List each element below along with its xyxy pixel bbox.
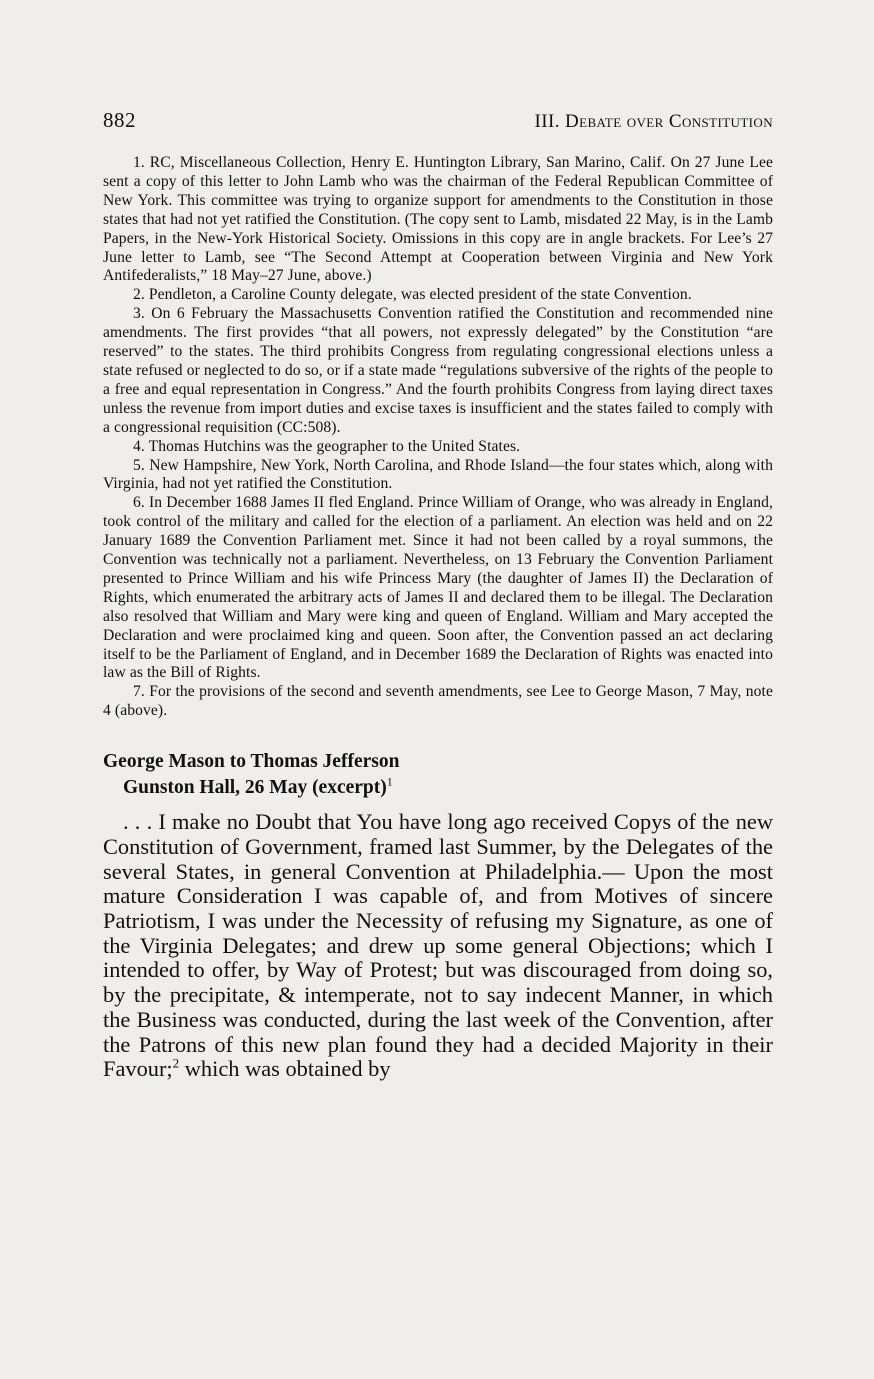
note-4: 4. Thomas Hutchins was the geographer to the United States.: [133, 437, 521, 455]
document-heading-place-date: [103, 775, 773, 801]
section-numeral: III.: [534, 111, 560, 132]
book-page: [103, 108, 773, 1104]
document-heading-title: George Mason to Thomas Jefferson: [103, 751, 400, 773]
note-5: 5. New Hampshire, New York, North Carolina, and Rhode Island—the four states which, along with Virginia, had not yet ratified the Constitution.: [103, 456, 773, 493]
footnote-ref-1: 1: [386, 774, 393, 789]
note-7: 7. For the provisions of the second and seventh amendments, see Lee to George Mason, 7 May, note 4 (above).: [103, 683, 773, 720]
letter-body-text-end: which was obtained by: [179, 1056, 391, 1082]
note-6: 6. In December 1688 James II fled England. Prince William of Orange, who was already in England, took control of the military and called for the election of a parliament. An election was held and on 22 January 1689 the Convention Parliament met. Since it had not been called by a royal summons, the Convention was technically not a parliament. Nevertheless, on 13 February the Convention Parliament presented to Prince William and his wife Princess Mary (the daughter of James II) the Declaration of Rights, which enumerated the arbitrary acts of James II and declared them to be illegal. The Declaration also resolved that William and Mary were king and queen of England. William and Mary accepted the Declaration and were proclaimed king and queen. Soon after, the Convention passed an act declaring itself to be the Parliament of England, and in December 1689 the Declaration of Rights was enacted into law as the Bill of Rights.: [103, 494, 773, 682]
note-2: 2. Pendleton, a Caroline County delegate, was elected president of the state Convention.: [133, 286, 692, 304]
footnote-ref-2: 2: [172, 1055, 180, 1071]
section-title-text: Debate over Constitution: [565, 111, 773, 132]
running-head: [103, 108, 773, 142]
note-1: 1. RC, Miscellaneous Collection, Henry E. Huntington Library, San Marino, Calif. On 27 June Lee sent a copy of this letter to John Lamb who was the chairman of the Federal Republican Committee of New York. This committee was trying to organize support for amendments to the Constitution in those states that had not yet ratified the Constitution. (The copy sent to Lamb, misdated 22 May, is in the Lamb Papers, in the New-York Historical Society. Omissions in this copy are in angle brackets. For Lee’s 27 June letter to Lamb, see “The Second Attempt at Cooperation between Virginia and New York Antifederalists,” 18 May–27 June, above.): [103, 154, 773, 285]
letter-body: [103, 810, 773, 1082]
note-3: 3. On 6 February the Massachusetts Convention ratified the Constitution and recommended nine amendments. The first provides “that all powers, not expressly delegated” by the Constitution “are reserved” to the states. The third prohibits Congress from regulating congressional elections unless a state refused or neglected to do so, or if a state made “regulations subversive of the rights of the people to a free and equal representation in Congress.” And the fourth prohibits Congress from laying direct taxes unless the revenue from import duties and excise taxes is insufficient and the states failed to comply with a congressional requisition (CC:508).: [103, 305, 773, 436]
document-heading-place-date-text: Gunston Hall, 26 May (excerpt): [123, 777, 387, 799]
page-number: 882: [103, 108, 136, 132]
document-heading: [103, 749, 773, 801]
letter-body-text: . . . I make no Doubt that You have long ago received Copys of the new Constitution of Government, framed last Summer, by the Delegates of the several States, in general Convention at Philadelphia.— Upon the most mature Consideration I was capable of, and from Motives of sincere Patriotism, I was under the Necessity of refusing my Signature, as one of the Virginia Delegates; and drew up some general Objections; which I intended to offer, by Way of Protest; but was discouraged from doing so, by the precipitate, & intemperate, not to say indecent Manner, in which the Business was conducted, during the last week of the Convention, after the Patrons of this new plan found they had a decided Majority in their Favour;: [103, 809, 773, 1082]
footnotes: [103, 154, 773, 721]
section-title: [535, 111, 773, 133]
